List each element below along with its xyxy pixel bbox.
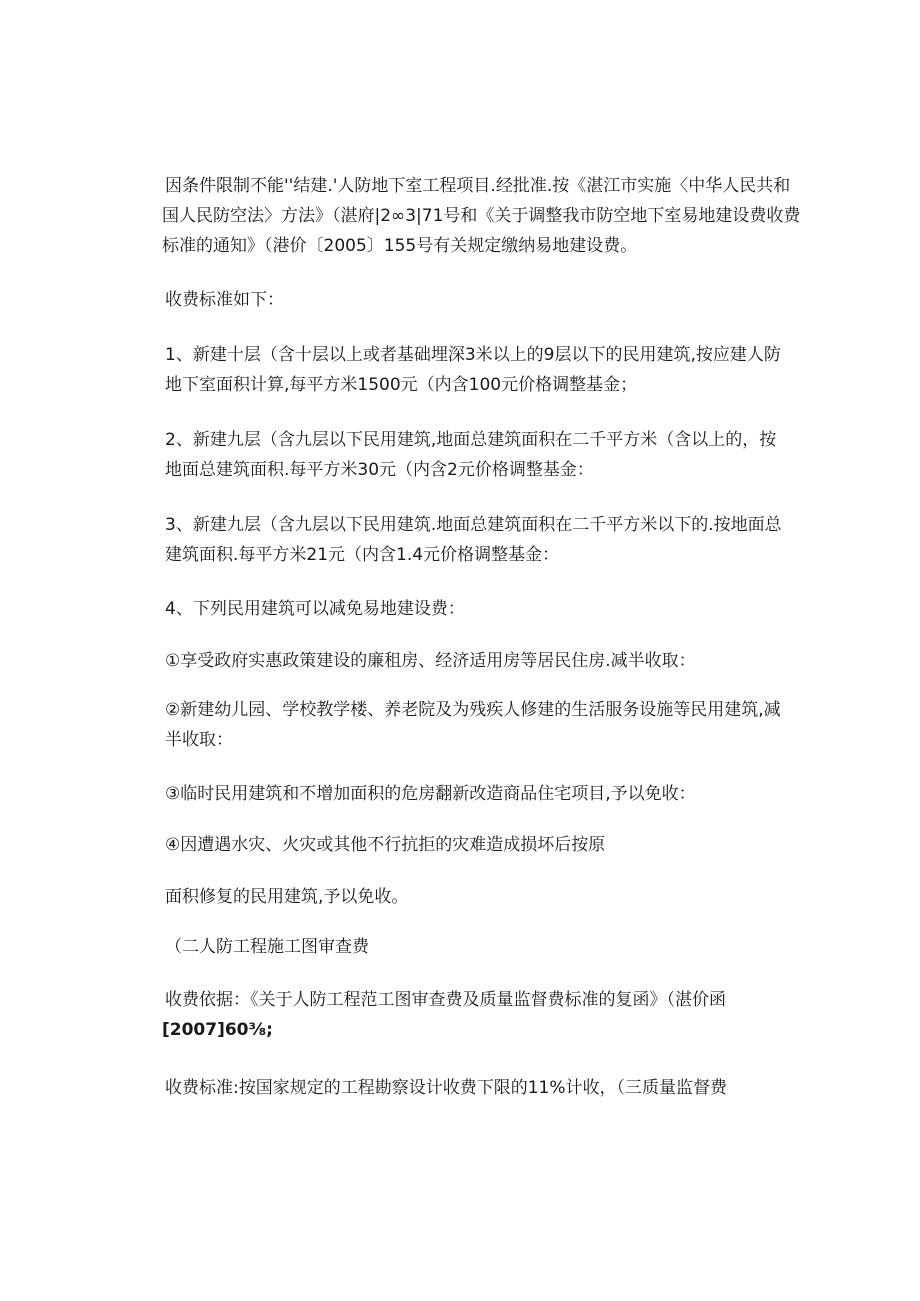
- paragraph-item-1: [165, 340, 797, 400]
- text-line: 2、新建九层（含九层以下民用建筑,地面总建筑面积在二千平方米（含以上的，按: [165, 430, 777, 450]
- paragraph-subitem-1: [165, 646, 797, 676]
- text-line: ③临时民用建筑和不增加面积的危房翻新改造商品住宅项目,予以免收：: [165, 784, 696, 804]
- text-line: 收费标准:按国家规定的工程勘察设计收费下限的11%计收，（三质量监督费: [165, 1078, 728, 1098]
- text-line: 因条件限制不能''结建.'人防地下室工程项目.经批准.按《湛江市实施〈中华人民共和: [165, 176, 791, 196]
- paragraph-subitem-4: [165, 830, 797, 860]
- text-line: 面积修复的民用建筑,予以免收。: [165, 887, 409, 907]
- paragraph-fee-basis: [162, 985, 797, 1045]
- text-line: 标准的通知》（港价〔2005〕155号有关规定缴纳易地建设费。: [162, 236, 638, 256]
- text-line: ①享受政府实惠政策建设的廉租房、经济适用房等居民住房.减半收取：: [165, 651, 696, 671]
- text-line: 半收取：: [165, 730, 233, 750]
- text-line: 地下室面积计算,每平方米1500元（内含100元价格调整基金；: [165, 375, 638, 395]
- text-line: （二人防工程施工图审查费: [165, 937, 369, 957]
- paragraph-item-4: [165, 594, 797, 624]
- text-line: 国人民防空法〉方法》（湛府|2∞3|71号和《关于调整我市防空地下室易地建设费收费: [162, 206, 801, 226]
- text-line: 1、新建十层（含十层以上或者基础埋深3米以上的9层以下的民用建筑,按应建人防: [165, 345, 781, 365]
- text-line: ④因遭遇水灾、火灾或其他不行抗拒的灾难造成损坏后按原: [165, 835, 606, 855]
- paragraph-subitem-2: [165, 695, 797, 755]
- text-line: ②新建幼儿园、学校教学楼、养老院及为残疾人修建的生活服务设施等民用建筑,减: [165, 700, 781, 720]
- text-line: 收费标准如下：: [165, 290, 284, 310]
- paragraph-fee-standard-heading: [165, 285, 797, 315]
- paragraph-item-3: [165, 510, 797, 570]
- paragraph-subitem-4-continued: [165, 882, 797, 912]
- text-line: 地面总建筑面积.每平方米30元（内含2元价格调整基金：: [165, 460, 594, 480]
- paragraph-subitem-3: [165, 779, 797, 809]
- text-line: 3、新建九层（含九层以下民用建筑.地面总建筑面积在二千平方米以下的.按地面总: [165, 515, 782, 535]
- text-line: 4、下列民用建筑可以减免易地建设费：: [165, 599, 465, 619]
- paragraph-fee-standard: [165, 1073, 797, 1103]
- text-line: 收费依据：《关于人防工程范工图审查费及质量监督费标准的复函》（湛价函: [165, 990, 726, 1010]
- paragraph-relocation-fee-basis: [162, 171, 801, 261]
- section-heading-drawing-review-fee: [165, 932, 797, 962]
- text-line: 建筑面积.每平方米21元（内含1.4元价格调整基金：: [165, 545, 560, 565]
- paragraph-item-2: [165, 425, 797, 485]
- text-line: [2007]60⅜;: [162, 1020, 273, 1040]
